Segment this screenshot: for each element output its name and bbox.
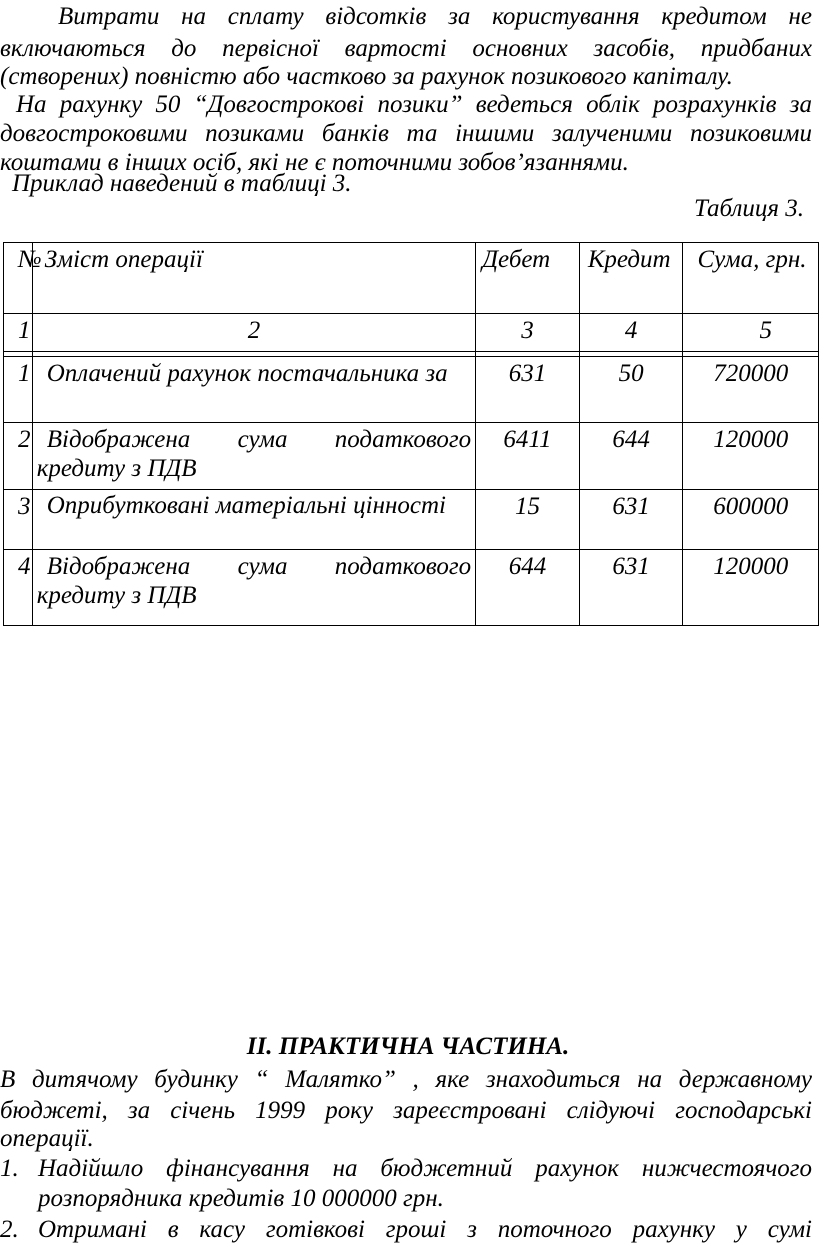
- row-4-number: 4: [4, 550, 33, 626]
- row-3-content: Оприбутковані матеріальні цінності: [32, 490, 475, 550]
- row-4-sum: 120000: [683, 550, 819, 626]
- table-caption: Таблиця 3.: [694, 195, 804, 222]
- table-row: [4, 357, 819, 423]
- row-3-credit: 631: [579, 490, 683, 550]
- column-number-row: [4, 314, 819, 352]
- header-number: №: [4, 243, 33, 314]
- list-item-1-number: 1.: [0, 1155, 19, 1182]
- paragraph-1-line-3: (створених) повністю або частково за рахунок позикового капіталу.: [0, 63, 733, 90]
- row-4-credit: 631: [579, 550, 683, 626]
- header-content: Зміст операції: [32, 243, 475, 314]
- paragraph-1-line-2: включаються до первісної вартості основних засобів, придбаних: [0, 35, 812, 62]
- paragraph-2-line-2: довгостроковими позиками банків та іншими залученими позиковими: [0, 120, 812, 147]
- paragraph-1-line-1: Витрати на сплату відсотків за користування кредитом не: [58, 3, 812, 30]
- table-row: [4, 550, 819, 626]
- row-2-debit: 6411: [476, 423, 580, 490]
- operations-table: [3, 242, 819, 626]
- row-2-number: 2: [4, 423, 33, 490]
- paragraph-2-line-3: коштами в інших осіб, які не є поточними зобов’язаннями.: [0, 149, 629, 176]
- row-2-sum: 120000: [683, 423, 819, 490]
- list-item-1-line-1: Надійшло фінансування на бюджетний рахунок нижчестоячого: [38, 1155, 812, 1182]
- colnum-4: 4: [579, 314, 683, 352]
- table-header-row: [4, 243, 819, 314]
- list-item-1-line-2: розпорядника кредитів 10 000000 грн.: [38, 1185, 444, 1212]
- row-1-sum: 720000: [683, 357, 819, 423]
- header-credit: Кредит: [579, 243, 683, 314]
- header-sum: Сума, грн.: [683, 243, 819, 314]
- row-3-sum: 600000: [683, 490, 819, 550]
- row-4-debit: 644: [476, 550, 580, 626]
- row-2-content: Відображена сума податкового кредиту з ПДВ: [32, 423, 475, 490]
- list-item-2-line-1: Отримані в касу готівкові гроші з поточного рахунку у сумі: [38, 1216, 812, 1243]
- row-1-content: Оплачений рахунок постачальника за: [32, 357, 475, 423]
- colnum-5: 5: [683, 314, 819, 352]
- header-debit: Дебет: [476, 243, 580, 314]
- row-1-number: 1: [4, 357, 33, 423]
- paragraph-2-line-1: На рахунку 50 “Довгострокові позики” ведеться облік розрахунків за: [16, 91, 812, 118]
- row-4-content: Відображена сума податкового кредиту з ПДВ: [32, 550, 475, 626]
- row-3-debit: 15: [476, 490, 580, 550]
- practical-intro-line-2: бюджеті, за січень 1999 року зареєстровані слідуючі господарські: [0, 1097, 812, 1124]
- row-1-debit: 631: [476, 357, 580, 423]
- practical-intro-line-1: В дитячому будинку “ Малятко” , яке знаходиться на державному: [0, 1066, 812, 1093]
- practical-heading: II. ПРАКТИЧНА ЧАСТИНА.: [246, 1033, 570, 1060]
- colnum-3: 3: [476, 314, 580, 352]
- practical-intro-line-3: операції.: [0, 1125, 94, 1152]
- table-row: [4, 490, 819, 550]
- colnum-2: 2: [32, 314, 475, 352]
- row-2-credit: 644: [579, 423, 683, 490]
- paragraph-3: Приклад наведений в таблиці 3.: [12, 170, 352, 197]
- table-row: [4, 423, 819, 490]
- row-3-number: 3: [4, 490, 33, 550]
- list-item-2-number: 2.: [0, 1216, 19, 1243]
- colnum-1: 1: [4, 314, 33, 352]
- row-1-credit: 50: [579, 357, 683, 423]
